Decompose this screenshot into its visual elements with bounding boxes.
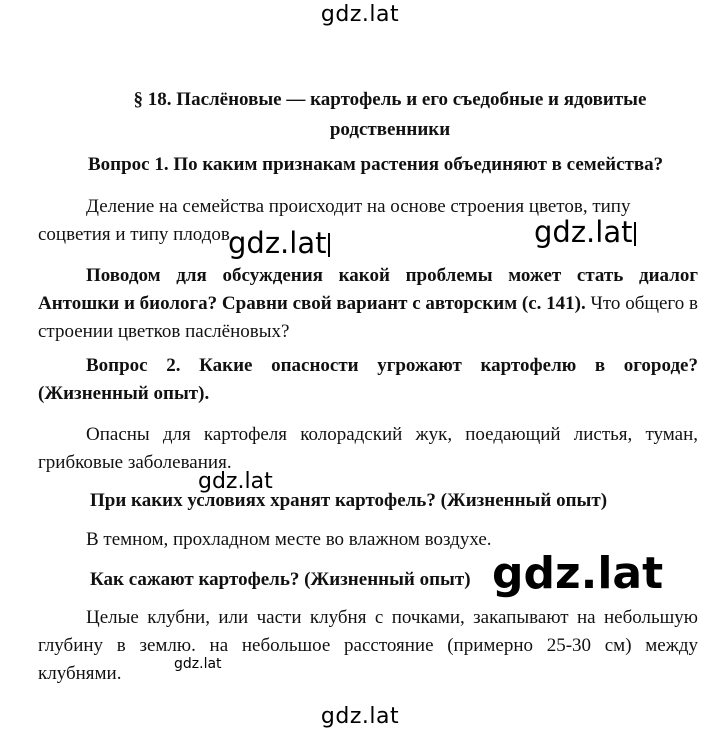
title-line-2: родственники xyxy=(329,119,451,140)
question-2: Вопрос 2. Какие опасности угрожают картофелю в огороде? (Жизненный опыт). xyxy=(38,355,698,404)
discussion-paragraph xyxy=(38,262,698,346)
question-3: При каких условиях хранят картофель? (Жизненный опыт) xyxy=(90,490,608,511)
watermark-large: gdz.lat xyxy=(492,548,664,599)
question-4: Как сажают картофель? (Жизненный опыт) xyxy=(90,569,471,590)
discussion-followup: Что общего в строении цветков паслёновых? xyxy=(38,293,698,342)
title-line-1: § 18. Паслёновые — картофель и его съедобные и ядовитые xyxy=(133,89,647,110)
page-title xyxy=(60,85,720,145)
answer-1-line-1: Деление на семейства происходит на основе строения цветов, типу xyxy=(86,196,631,217)
answer-3: В темном, прохладном месте во влажном воздухе. xyxy=(86,529,492,550)
answer-4: Целые клубни, или части клубня с почками, закапывают на небольшую глубину в землю. на небольшое расстояние (примерно 25-30 см) между клубнями. xyxy=(38,607,698,684)
discussion-question: Поводом для обсуждения какой проблемы может стать диалог Антошки и биолога? Сравни свой вариант с авторским (с. 141). xyxy=(38,265,698,314)
watermark-bottom: gdz.lat xyxy=(320,704,400,729)
answer-2: Опасны для картофеля колорадский жук, поедающий листья, туман, грибковые заболевания. xyxy=(38,424,698,473)
answer-1-line-2: соцветия и типу плодов xyxy=(38,224,230,245)
watermark-inline-1: gdz.lat xyxy=(228,226,330,260)
watermark-inline-2: gdz.lat xyxy=(534,215,636,249)
watermark-tiny: gdz.lat xyxy=(174,656,222,672)
watermark-top: gdz.lat xyxy=(320,2,400,27)
question-1: Вопрос 1. По каким признакам растения объединяют в семейства? xyxy=(88,154,664,175)
watermark-small: gdz.lat xyxy=(198,469,273,494)
